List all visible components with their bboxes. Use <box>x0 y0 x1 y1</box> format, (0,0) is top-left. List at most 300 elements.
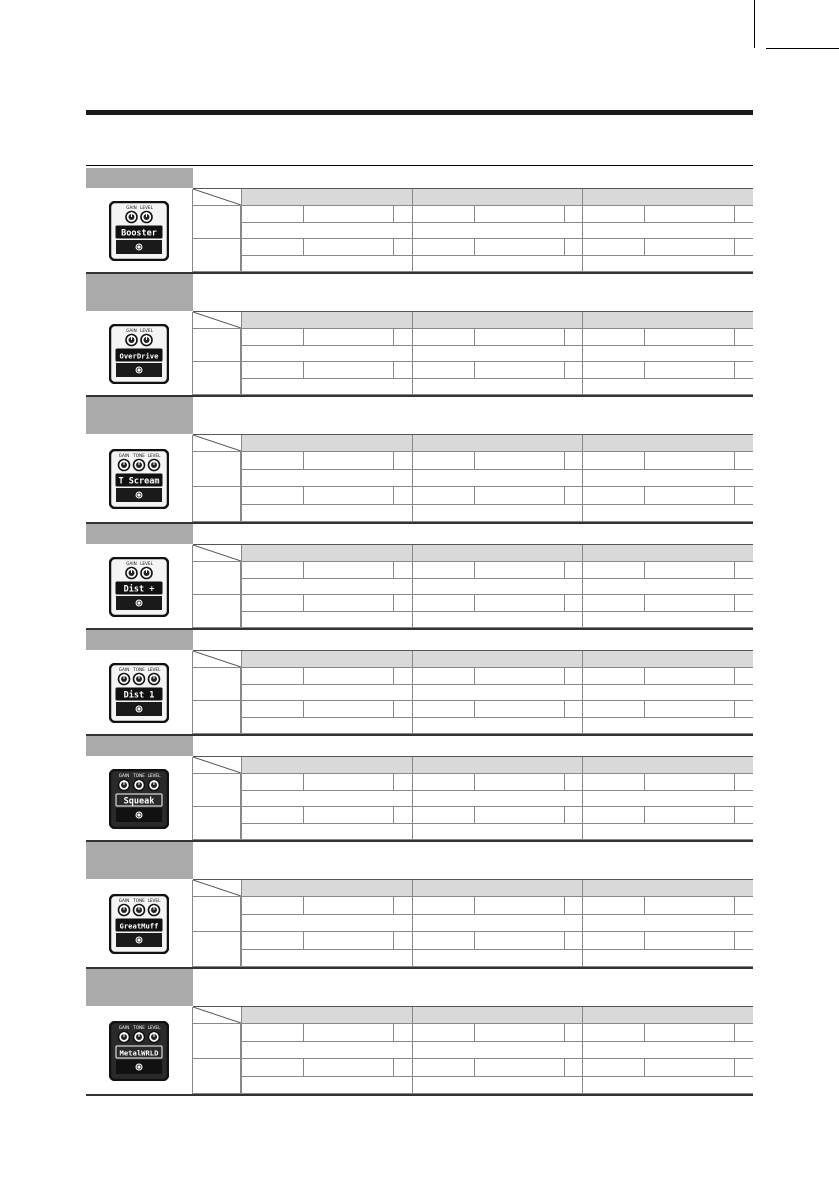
param-range-min <box>583 239 644 255</box>
crop-mark-horizontal <box>766 48 839 49</box>
param-range-max <box>393 668 412 684</box>
param-cell <box>412 329 583 361</box>
param-cell-description <box>242 1042 412 1059</box>
param-range-bar <box>303 807 393 823</box>
param-cell <box>582 452 753 486</box>
param-range-bar <box>303 487 393 504</box>
param-cell <box>582 774 753 806</box>
pedal-footswitch-icon <box>135 599 143 607</box>
param-range-min <box>242 562 303 578</box>
param-cell-description <box>242 915 412 932</box>
param-cell-top <box>413 932 583 950</box>
param-cell <box>582 668 753 700</box>
param-range-bar <box>303 362 393 378</box>
effect-block-metalwrld <box>86 969 753 1096</box>
pedal-knob-label: GAIN <box>118 1024 130 1030</box>
effect-block-dist-1 <box>86 630 753 736</box>
param-row-2 <box>241 362 753 395</box>
param-header-3 <box>582 435 753 452</box>
param-range-max <box>564 1024 583 1041</box>
param-range-max <box>393 1024 412 1041</box>
param-range-min <box>583 562 644 578</box>
param-range-max <box>564 452 583 469</box>
effect-parameter-grid <box>193 880 753 967</box>
param-cell <box>412 452 583 486</box>
param-row-label-1 <box>193 329 241 362</box>
param-cell-top <box>242 487 412 505</box>
param-range-min <box>583 897 644 914</box>
param-cell-top <box>242 932 412 950</box>
param-header-2 <box>412 880 583 897</box>
param-range-min <box>583 701 644 717</box>
diagonal-divider <box>193 312 241 328</box>
param-range-bar <box>644 1024 734 1041</box>
param-range-max <box>564 897 583 914</box>
param-range-min <box>413 897 474 914</box>
effect-description-cell <box>193 274 753 312</box>
param-cell <box>241 452 412 486</box>
param-row-label-1 <box>193 562 241 595</box>
param-cell-description <box>242 612 412 628</box>
param-range-min <box>583 668 644 684</box>
param-cell-top <box>242 329 412 346</box>
param-range-bar <box>474 1024 564 1041</box>
param-range-max <box>734 595 753 611</box>
param-range-max <box>734 932 753 949</box>
param-row-label-1 <box>193 774 241 807</box>
param-range-bar <box>303 1059 393 1076</box>
pedal-footswitch-icon <box>135 243 143 251</box>
param-range-bar <box>474 701 564 717</box>
param-cell-description <box>242 505 412 522</box>
param-range-max <box>564 701 583 717</box>
diagonal-divider <box>193 435 241 451</box>
param-cell <box>582 701 753 733</box>
param-range-bar <box>474 452 564 469</box>
param-cell-top <box>583 1059 753 1077</box>
param-cell-top <box>242 206 412 223</box>
param-cell <box>412 206 583 238</box>
param-cell-top <box>583 897 753 915</box>
pedal-illustration <box>109 663 169 723</box>
param-row-label-1 <box>193 897 241 932</box>
param-cell-description <box>413 950 583 967</box>
param-cell-top <box>242 1059 412 1077</box>
diagonal-divider <box>193 545 241 561</box>
param-range-max <box>393 487 412 504</box>
effect-parameter-grid <box>193 1007 753 1094</box>
param-cell-description <box>583 346 753 362</box>
pedal-footswitch-icon <box>135 705 143 713</box>
param-cell-description <box>242 379 412 395</box>
param-range-min <box>413 1059 474 1076</box>
param-range-bar <box>474 595 564 611</box>
param-range-min <box>242 239 303 255</box>
param-cell-description <box>583 256 753 272</box>
param-range-min <box>583 932 644 949</box>
param-header-3 <box>582 545 753 562</box>
effect-pedal-cell <box>86 189 193 272</box>
param-cell-description <box>583 915 753 932</box>
param-range-max <box>393 701 412 717</box>
effects-table <box>86 165 753 1096</box>
pedal-knob-label: TONE <box>133 452 145 458</box>
pedal-knob-label: TONE <box>133 666 145 672</box>
param-cell-description <box>583 718 753 734</box>
param-range-max <box>564 1059 583 1076</box>
diagonal-divider <box>193 651 241 667</box>
param-range-min <box>242 487 303 504</box>
param-cell <box>241 206 412 238</box>
param-row-1 <box>241 774 753 807</box>
param-range-min <box>242 1059 303 1076</box>
param-range-bar <box>644 932 734 949</box>
pedal-illustration <box>109 324 169 384</box>
param-range-bar <box>644 329 734 345</box>
pedal-knob-label: GAIN <box>118 772 130 778</box>
diagonal-line <box>193 757 241 773</box>
param-range-bar <box>303 329 393 345</box>
effect-parameter-grid <box>193 435 753 522</box>
param-range-max <box>564 562 583 578</box>
param-range-bar <box>474 1059 564 1076</box>
effect-block-squeak <box>86 736 753 842</box>
param-range-bar <box>644 239 734 255</box>
param-range-bar <box>644 487 734 504</box>
param-row-label-2 <box>193 362 241 395</box>
param-range-bar <box>474 239 564 255</box>
param-cell-description <box>583 223 753 239</box>
table-corner <box>193 435 241 452</box>
param-row-label-1 <box>193 1024 241 1059</box>
param-range-min <box>242 452 303 469</box>
param-range-min <box>413 329 474 345</box>
param-cell-top <box>583 595 753 612</box>
pedal-name: OverDrive <box>119 351 159 360</box>
param-range-max <box>393 206 412 222</box>
param-cell <box>582 239 753 271</box>
param-range-min <box>242 206 303 222</box>
param-cell-top <box>583 562 753 579</box>
pedal-name: T Scream <box>118 476 160 486</box>
effect-name-cell <box>86 630 193 650</box>
effect-pedal-cell <box>86 435 193 522</box>
param-row-2 <box>241 595 753 628</box>
table-corner <box>193 189 241 206</box>
param-range-min <box>583 595 644 611</box>
param-header-2 <box>412 651 583 668</box>
pedal-name: MetalWRLD <box>119 1048 159 1057</box>
param-cell <box>241 362 412 394</box>
param-range-max <box>734 362 753 378</box>
param-range-bar <box>303 774 393 790</box>
param-row-1 <box>241 452 753 487</box>
param-cell-top <box>583 329 753 346</box>
param-range-bar <box>644 452 734 469</box>
effect-description-cell <box>193 969 753 1007</box>
param-row-1 <box>241 562 753 595</box>
param-range-min <box>413 595 474 611</box>
param-range-max <box>734 1024 753 1041</box>
diagonal-line <box>193 651 241 667</box>
param-range-bar <box>644 701 734 717</box>
param-cell-description <box>413 470 583 487</box>
param-range-min <box>242 701 303 717</box>
pedal-knob-label: LEVEL <box>140 204 153 210</box>
param-cell-top <box>413 774 583 791</box>
param-range-max <box>734 668 753 684</box>
param-range-min <box>413 1024 474 1041</box>
param-range-bar <box>474 206 564 222</box>
param-cell-top <box>583 487 753 505</box>
param-cell-description <box>413 718 583 734</box>
param-cell <box>241 239 412 271</box>
param-header-2 <box>412 545 583 562</box>
diagonal-line <box>193 1007 241 1023</box>
param-cell-description <box>413 1042 583 1059</box>
param-range-max <box>393 452 412 469</box>
param-cell-description <box>583 685 753 701</box>
param-range-bar <box>644 897 734 914</box>
param-cell-description <box>413 685 583 701</box>
effect-block-booster <box>86 168 753 274</box>
param-row-2 <box>241 932 753 967</box>
pedal-footswitch-icon <box>135 811 143 819</box>
param-range-max <box>734 329 753 345</box>
param-cell-top <box>413 487 583 505</box>
param-cell-description <box>583 579 753 595</box>
pedal-illustration <box>109 769 169 829</box>
pedal-name: Dist + <box>123 584 155 594</box>
param-header-3 <box>582 189 753 206</box>
table-corner <box>193 1007 241 1024</box>
param-header-2 <box>412 435 583 452</box>
param-range-min <box>242 329 303 345</box>
param-range-bar <box>474 807 564 823</box>
param-cell-description <box>413 612 583 628</box>
param-row-label-2 <box>193 239 241 272</box>
param-range-min <box>413 487 474 504</box>
pedal-name: GreatMuff <box>119 921 159 930</box>
param-cell <box>582 595 753 627</box>
table-corner <box>193 545 241 562</box>
param-cell-description <box>583 824 753 840</box>
param-range-min <box>413 668 474 684</box>
param-cell-top <box>583 452 753 470</box>
diagonal-line <box>193 312 241 328</box>
param-header-1 <box>241 651 412 668</box>
pedal-knob-label: LEVEL <box>147 666 161 672</box>
pedal-knob-label: TONE <box>133 897 145 903</box>
param-range-min <box>413 239 474 255</box>
param-cell-description <box>583 379 753 395</box>
param-cell-description <box>242 1077 412 1094</box>
param-range-bar <box>303 1024 393 1041</box>
param-range-min <box>413 362 474 378</box>
param-cell-top <box>413 206 583 223</box>
param-range-bar <box>303 668 393 684</box>
param-cell <box>412 1059 583 1093</box>
param-header-1 <box>241 880 412 897</box>
param-header-3 <box>582 312 753 329</box>
param-cell <box>412 487 583 521</box>
param-cell-top <box>242 668 412 685</box>
param-cell-top <box>242 239 412 256</box>
param-cell-top <box>413 1059 583 1077</box>
param-header-1 <box>241 1007 412 1024</box>
param-cell-description <box>242 791 412 807</box>
param-range-max <box>734 897 753 914</box>
param-cell-top <box>413 329 583 346</box>
param-range-min <box>242 774 303 790</box>
diagonal-divider <box>193 1007 241 1023</box>
param-cell <box>241 1024 412 1058</box>
param-cell <box>241 487 412 521</box>
param-range-bar <box>474 362 564 378</box>
effect-name-cell <box>86 736 193 756</box>
param-range-max <box>734 206 753 222</box>
param-cell <box>412 1024 583 1058</box>
diagonal-line <box>193 880 241 896</box>
pedal-knob-label: LEVEL <box>147 897 161 903</box>
table-corner <box>193 757 241 774</box>
param-cell <box>412 701 583 733</box>
param-cell <box>412 774 583 806</box>
param-cell <box>582 1024 753 1058</box>
param-header-2 <box>412 189 583 206</box>
effect-pedal-cell <box>86 312 193 395</box>
param-cell-description <box>583 470 753 487</box>
param-range-min <box>583 774 644 790</box>
pedal-knob-label: GAIN <box>126 560 137 566</box>
param-row-1 <box>241 897 753 932</box>
pedal-illustration <box>109 201 169 261</box>
param-range-max <box>393 562 412 578</box>
param-cell <box>582 897 753 931</box>
effect-parameter-grid <box>193 312 753 395</box>
param-cell-description <box>242 256 412 272</box>
param-range-min <box>242 362 303 378</box>
param-cell <box>241 668 412 700</box>
param-range-max <box>564 774 583 790</box>
param-cell-description <box>583 1042 753 1059</box>
param-cell-description <box>242 685 412 701</box>
param-cell-description <box>413 379 583 395</box>
param-cell <box>241 595 412 627</box>
param-range-bar <box>474 897 564 914</box>
param-row-label-2 <box>193 487 241 522</box>
param-range-max <box>564 362 583 378</box>
param-header-3 <box>582 757 753 774</box>
pedal-footswitch-icon <box>135 491 143 499</box>
param-range-bar <box>644 595 734 611</box>
pedal-name: Squeak <box>123 796 155 806</box>
param-cell-top <box>242 807 412 824</box>
param-cell-top <box>413 701 583 718</box>
param-row-label-2 <box>193 932 241 967</box>
param-cell-top <box>413 807 583 824</box>
param-range-max <box>564 487 583 504</box>
pedal-knob-label: LEVEL <box>140 560 153 566</box>
pedal-illustration <box>109 449 169 509</box>
param-row-1 <box>241 668 753 701</box>
param-range-bar <box>474 329 564 345</box>
param-cell-top <box>242 362 412 379</box>
param-range-bar <box>303 206 393 222</box>
param-cell-description <box>242 824 412 840</box>
param-range-min <box>242 807 303 823</box>
pedal-knob-label: TONE <box>133 1024 145 1030</box>
section-title-rule <box>86 110 753 115</box>
param-cell-top <box>583 362 753 379</box>
param-cell <box>412 562 583 594</box>
param-cell-description <box>242 346 412 362</box>
effect-description-cell <box>193 524 753 545</box>
param-cell <box>412 897 583 931</box>
param-cell <box>241 562 412 594</box>
param-cell <box>412 932 583 966</box>
effect-description-cell <box>193 397 753 435</box>
effect-parameter-grid <box>193 757 753 840</box>
param-range-bar <box>303 239 393 255</box>
param-cell-top <box>242 562 412 579</box>
param-range-bar <box>303 932 393 949</box>
crop-mark-vertical <box>754 0 755 48</box>
param-range-bar <box>474 774 564 790</box>
effect-block-greatmuff <box>86 842 753 969</box>
effect-pedal-cell <box>86 1007 193 1094</box>
diagonal-line <box>193 435 241 451</box>
param-cell <box>241 701 412 733</box>
param-cell-top <box>242 774 412 791</box>
param-header-1 <box>241 312 412 329</box>
param-header-1 <box>241 545 412 562</box>
param-cell-top <box>242 595 412 612</box>
pedal-knob-label: LEVEL <box>140 327 153 333</box>
effect-description-cell <box>193 736 753 757</box>
param-cell-description <box>583 612 753 628</box>
effect-description-cell <box>193 842 753 880</box>
param-cell <box>412 807 583 839</box>
param-row-1 <box>241 1024 753 1059</box>
param-cell <box>412 595 583 627</box>
param-cell-top <box>413 562 583 579</box>
param-cell-description <box>413 791 583 807</box>
table-corner <box>193 651 241 668</box>
param-range-min <box>583 206 644 222</box>
param-range-max <box>393 774 412 790</box>
param-cell-top <box>413 897 583 915</box>
param-cell-top <box>583 1024 753 1042</box>
param-cell-top <box>583 701 753 718</box>
param-cell <box>241 932 412 966</box>
param-range-min <box>583 329 644 345</box>
pedal-knob-label: GAIN <box>118 897 130 903</box>
param-range-max <box>564 329 583 345</box>
pedal-knob-label: GAIN <box>118 666 130 672</box>
param-row-1 <box>241 329 753 362</box>
diagonal-line <box>193 189 241 205</box>
pedal-knob-label: LEVEL <box>147 452 161 458</box>
param-range-bar <box>474 668 564 684</box>
param-cell-top <box>242 701 412 718</box>
effect-pedal-cell <box>86 545 193 628</box>
param-cell-description <box>583 950 753 967</box>
param-range-max <box>564 668 583 684</box>
param-row-label-1 <box>193 206 241 239</box>
effect-block-t-scream <box>86 397 753 524</box>
param-cell-description <box>583 505 753 522</box>
